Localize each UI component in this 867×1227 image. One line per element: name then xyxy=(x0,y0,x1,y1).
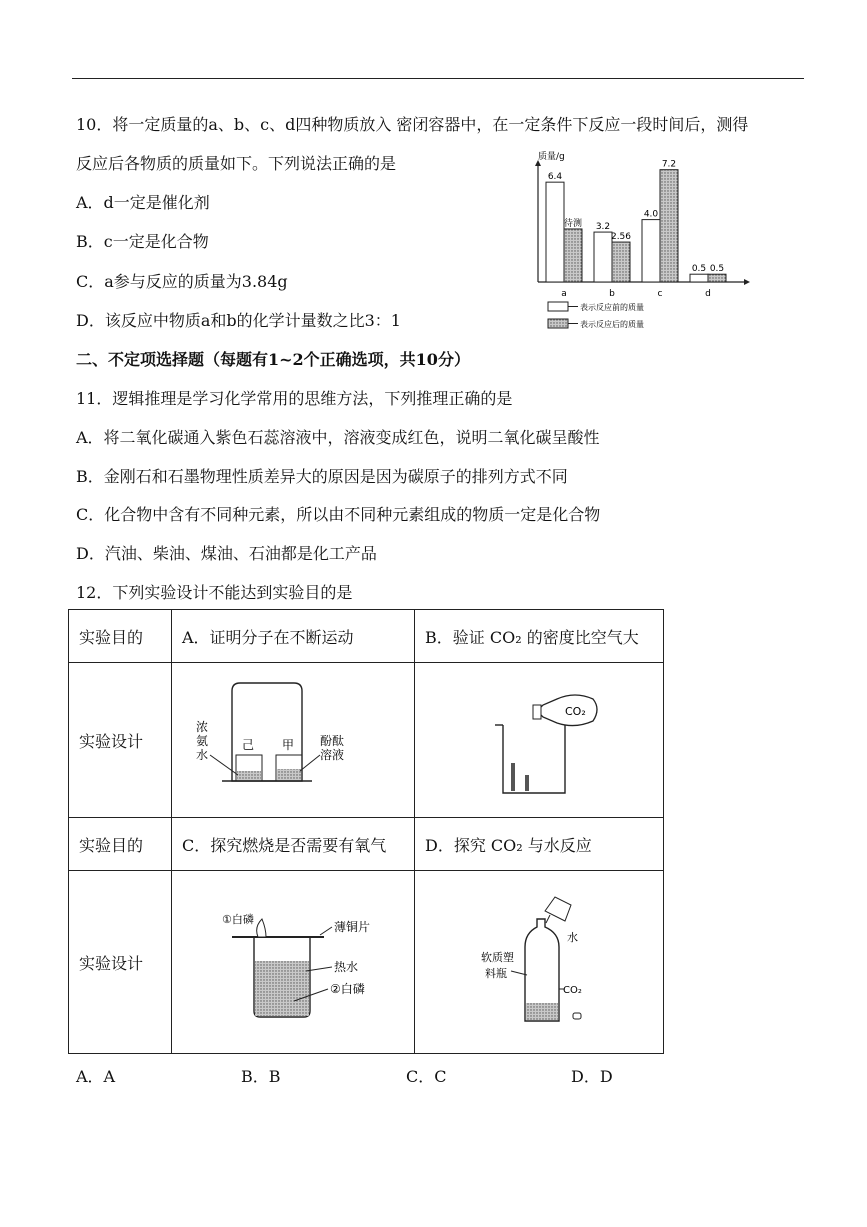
svg-text:水: 水 xyxy=(567,931,578,944)
purpose-c: C．探究燃烧是否需要有氧气 xyxy=(172,818,415,871)
q11-option-a: A．将二氧化碳通入紫色石蕊溶液中，溶液变成红色，说明二氧化碳呈酸性 xyxy=(76,428,600,447)
co2-pouring-diagram xyxy=(425,663,651,813)
bar-d-after xyxy=(708,274,726,282)
experiment-table xyxy=(68,609,664,1054)
q12-answer-c[interactable]: C．C xyxy=(406,1067,447,1086)
svg-text:②白磷: ②白磷 xyxy=(330,982,365,996)
design-a-cell xyxy=(172,663,415,818)
bar-d-before xyxy=(690,274,708,282)
svg-text:甲: 甲 xyxy=(282,738,295,752)
svg-text:热水: 热水 xyxy=(334,960,359,974)
svg-text:软质塑: 软质塑 xyxy=(481,951,514,964)
q10-option-b: B．c一定是化合物 xyxy=(76,232,209,251)
q10-option-c: C．a参与反应的质量为3.84g xyxy=(76,272,288,291)
q10-option-d: D．该反应中物质a和b的化学计量数之比3：1 xyxy=(76,311,401,330)
data-label-b-after: 2.56 xyxy=(610,232,632,243)
q11-option-c: C．化合物中含有不同种元素，所以由不同种元素组成的物质一定是化合物 xyxy=(76,505,601,524)
svg-text:料瓶: 料瓶 xyxy=(485,967,507,980)
svg-text:①白磷: ①白磷 xyxy=(222,913,254,926)
category-label-a: a xyxy=(561,289,567,299)
chart-ylabel: 质量/g xyxy=(538,152,565,162)
legend-before-swatch xyxy=(548,302,568,311)
design-d-cell xyxy=(415,871,664,1054)
data-label-c-after: 7.2 xyxy=(661,159,677,170)
section2-title: 二、不定项选择题（每题有1~2个正确选项，共10分） xyxy=(76,350,470,369)
bar-b-after xyxy=(612,242,630,282)
q11-stem: 11．逻辑推理是学习化学常用的思维方法，下列推理正确的是 xyxy=(76,389,513,408)
purpose-a: A．证明分子在不断运动 xyxy=(172,610,415,663)
x-axis-arrow xyxy=(744,279,750,285)
bar-c-after xyxy=(660,170,678,282)
q11-option-b: B．金刚石和石墨物理性质差异大的原因是因为碳原子的排列方式不同 xyxy=(76,467,568,486)
q12-answer-d[interactable]: D．D xyxy=(571,1067,613,1086)
svg-text:氨: 氨 xyxy=(196,734,209,748)
svg-text:溶液: 溶液 xyxy=(320,748,345,762)
bar-c-before xyxy=(642,220,660,282)
combustion-diagram xyxy=(182,871,404,1049)
purpose-d: D．探究 CO₂ 与水反应 xyxy=(415,818,664,871)
bar-a-before xyxy=(546,182,564,282)
svg-text:浓: 浓 xyxy=(196,720,209,734)
data-label-a-after: 待测 xyxy=(563,218,583,229)
category-label-d: d xyxy=(705,289,711,299)
row-label-purpose-1: 实验目的 xyxy=(69,610,172,663)
q12-stem: 12．下列实验设计不能达到实验目的是 xyxy=(76,583,353,602)
data-label-a-before: 6.4 xyxy=(547,172,563,183)
row-label-purpose-2: 实验目的 xyxy=(69,818,172,871)
category-label-c: c xyxy=(657,289,663,299)
legend-after-swatch xyxy=(548,319,568,328)
svg-text:CO₂: CO₂ xyxy=(563,985,582,996)
data-label-d-after: 0.5 xyxy=(709,264,725,275)
q10-option-a: A．d一定是催化剂 xyxy=(76,193,210,212)
mass-bar-chart xyxy=(520,148,760,338)
data-label-d-before: 0.5 xyxy=(691,264,707,275)
svg-text:己: 己 xyxy=(242,738,255,752)
design-c-cell xyxy=(172,871,415,1054)
legend-after-label: 表示反应后的质量 xyxy=(580,320,644,329)
q11-option-d: D．汽油、柴油、煤油、石油都是化工产品 xyxy=(76,544,377,563)
q12-answer-a[interactable]: A．A xyxy=(76,1067,116,1086)
category-label-b: b xyxy=(609,289,615,299)
svg-text:酚酞: 酚酞 xyxy=(320,734,345,748)
data-label-b-before: 3.2 xyxy=(595,222,611,233)
row-label-design-1: 实验设计 xyxy=(69,663,172,818)
svg-text:CO₂: CO₂ xyxy=(565,705,586,718)
svg-text:薄铜片: 薄铜片 xyxy=(334,920,371,934)
data-label-c-before: 4.0 xyxy=(643,209,659,220)
svg-text:水: 水 xyxy=(196,748,209,762)
design-b-cell xyxy=(415,663,664,818)
bar-b-before xyxy=(594,232,612,282)
ammonia-diffusion-diagram xyxy=(182,663,404,813)
q10-stem-line2: 反应后各物质的质量如下。下列说法正确的是 xyxy=(76,154,397,173)
header-rule xyxy=(72,78,804,79)
q12-answer-b[interactable]: B．B xyxy=(241,1067,281,1086)
purpose-b: B．验证 CO₂ 的密度比空气大 xyxy=(415,610,664,663)
bar-a-after xyxy=(564,229,582,282)
legend-before-label: 表示反应前的质量 xyxy=(580,303,644,312)
q10-stem-line1: 10．将一定质量的a、b、c、d四种物质放入 密闭容器中，在一定条件下反应一段时间后，测得 xyxy=(76,115,749,134)
co2-bottle-diagram xyxy=(425,871,651,1049)
row-label-design-2: 实验设计 xyxy=(69,871,172,1054)
